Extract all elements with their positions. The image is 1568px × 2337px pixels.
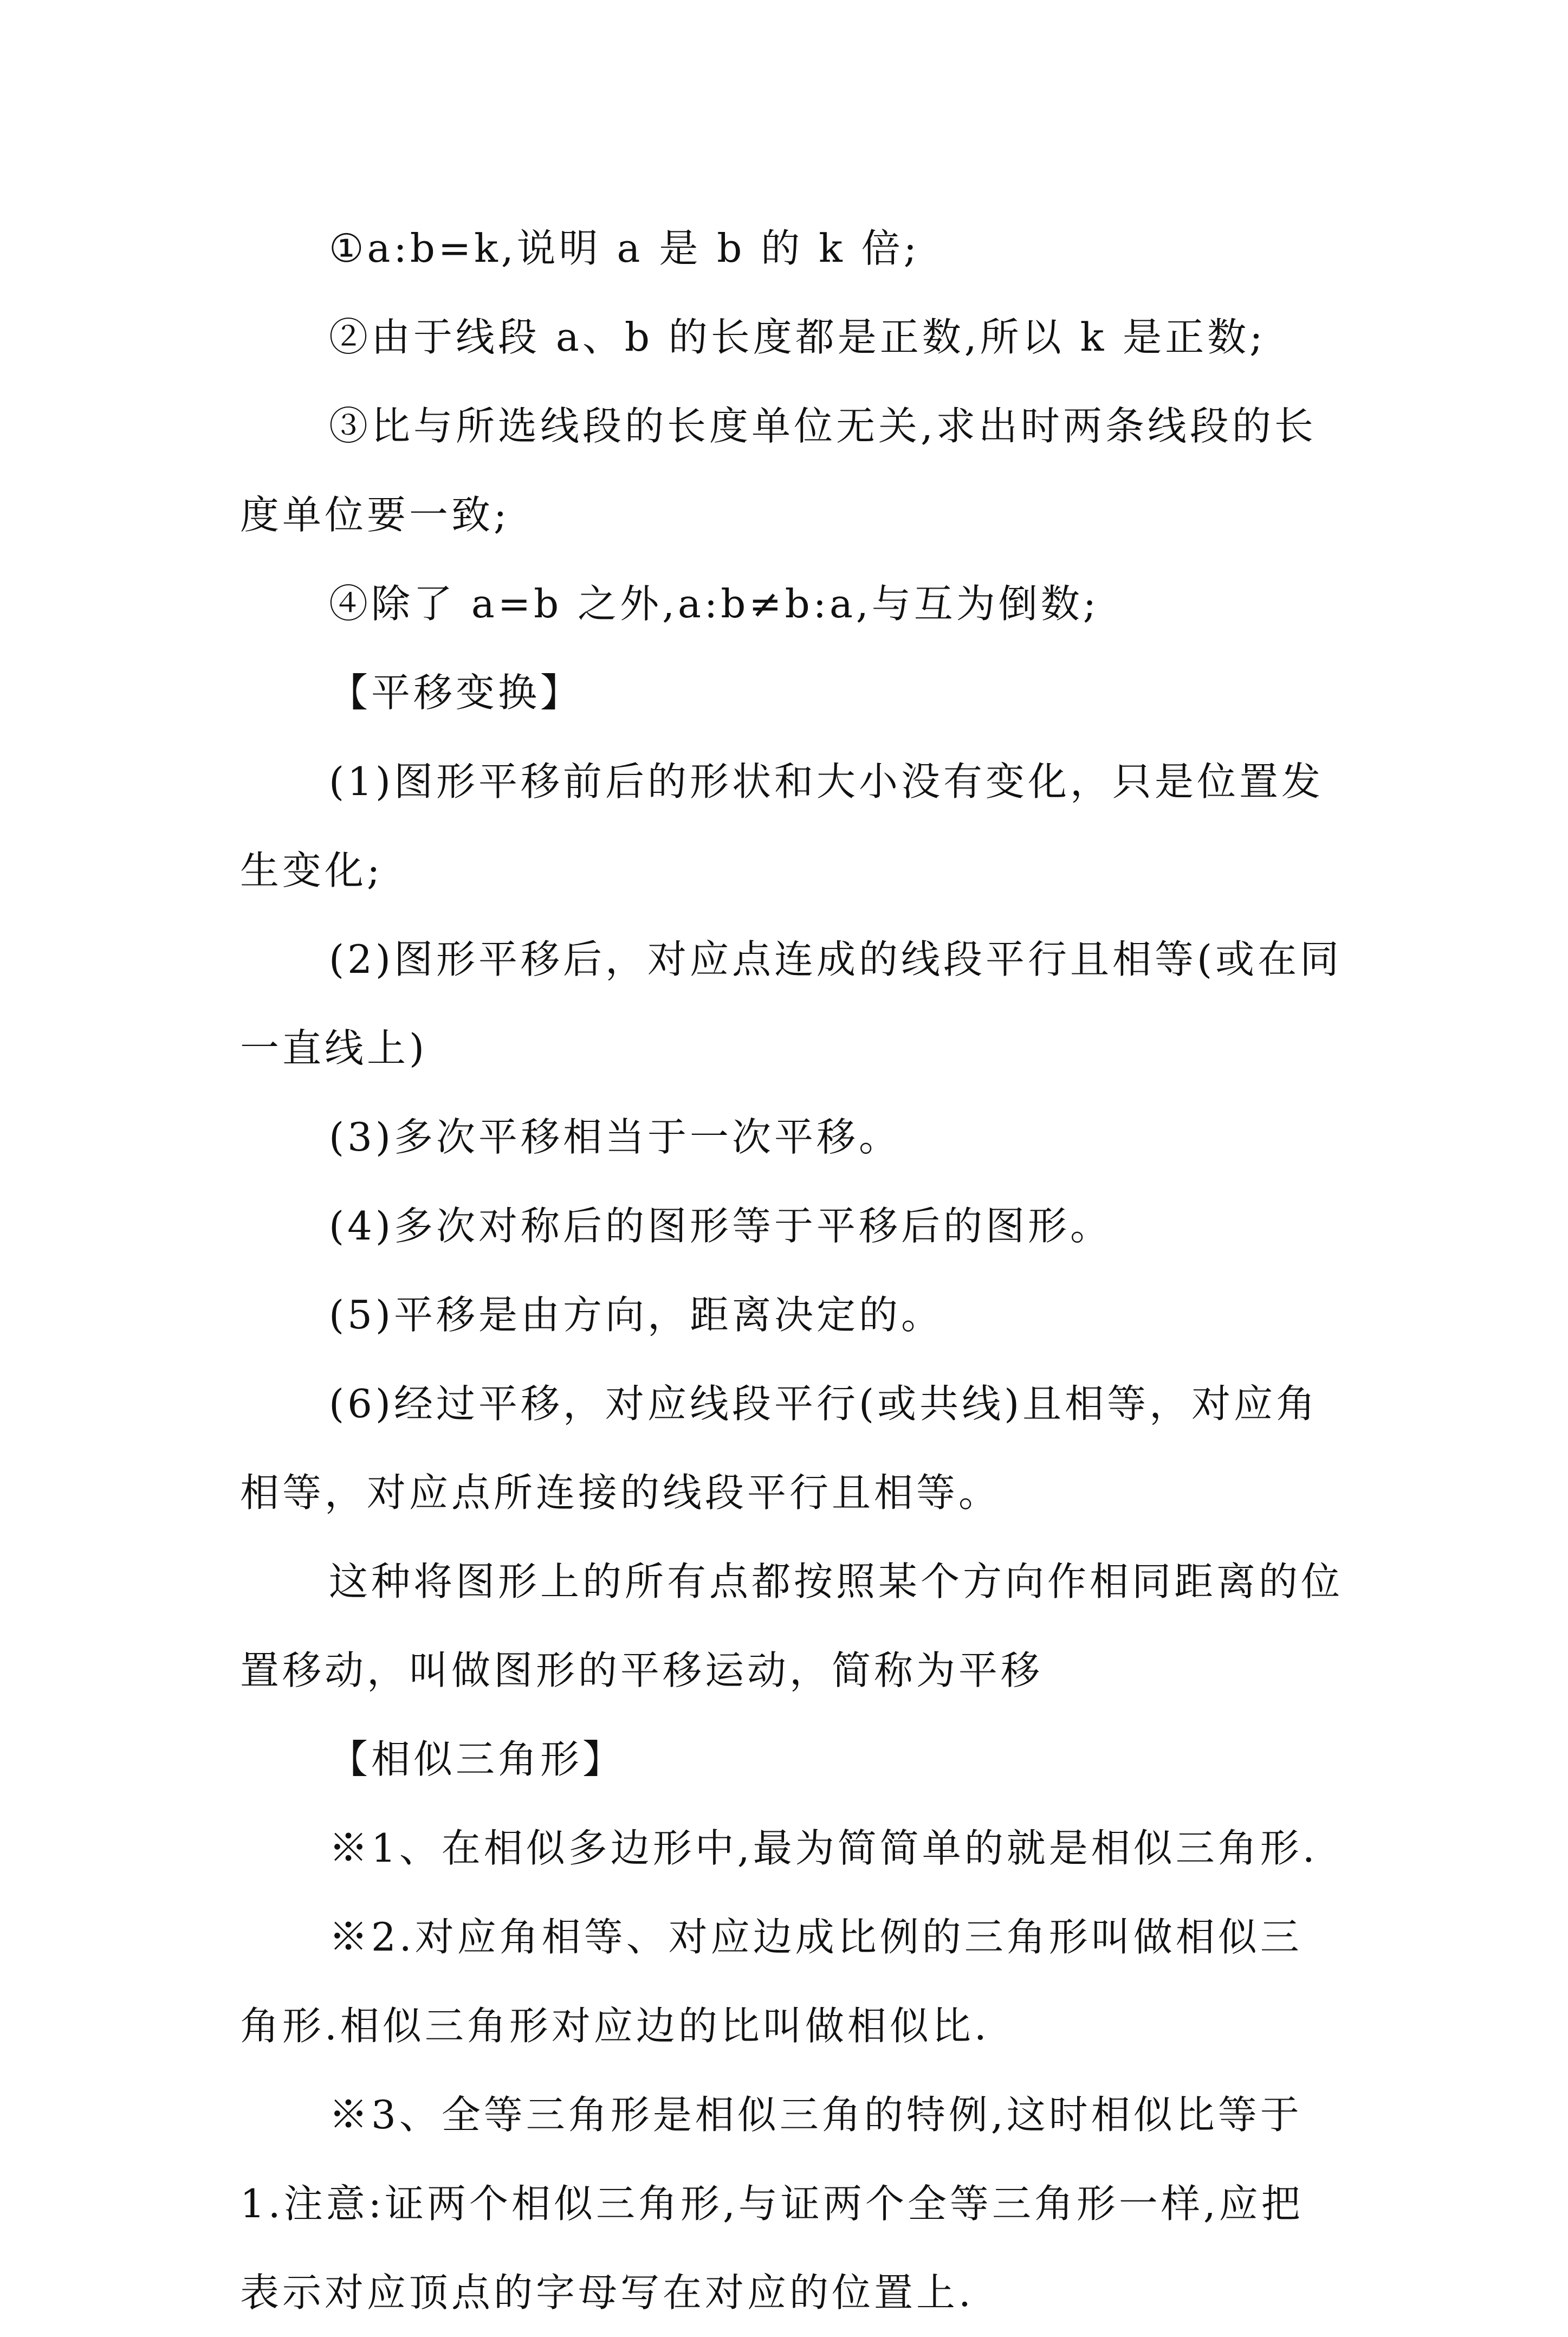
paragraph-translation-6: (6)经过平移，对应线段平行(或共线)且相等，对应角相等，对应点所连接的线段平行且相等。 [240,1381,1319,1515]
paragraph-similar-1: ※1、在相似多边形中,最为简简单的就是相似三角形. [329,1825,1318,1871]
paragraph-similar-2: ※2.对应角相等、对应边成比例的三角形叫做相似三角形.相似三角形对应边的比叫做相似比. [240,1914,1303,2049]
paragraph-translation-2: (2)图形平移后，对应点连成的线段平行且相等(或在同一直线上) [240,937,1343,1071]
paragraph-ratio-4: ④除了 a=b 之外,a:b≠b:a,与互为倒数; [329,581,1100,627]
paragraph-translation-5: (5)平移是由方向，距离决定的。 [329,1292,943,1338]
paragraph-translation-3: (3)多次平移相当于一次平移。 [329,1114,901,1160]
paragraph-ratio-3: ③比与所选线段的长度单位无关,求出时两条线段的长度单位要一致; [240,403,1317,538]
section-heading-translation: 【平移变换】 [329,670,583,715]
paragraph-translation-4: (4)多次对称后的图形等于平移后的图形。 [329,1203,1112,1249]
paragraph-ratio-2: ②由于线段 a、b 的长度都是正数,所以 k 是正数; [329,314,1266,360]
paragraph-ratio-1: ①a:b=k,说明 a 是 b 的 k 倍; [329,225,920,271]
section-heading-similar-triangles: 【相似三角形】 [329,1736,625,1782]
document-body [240,204,1343,2337]
paragraph-translation-definition: 这种将图形上的所有点都按照某个方向作相同距离的位置移动，叫做图形的平移运动，简称为平移 [240,1559,1344,1693]
paragraph-similar-3: ※3、全等三角形是相似三角的特例,这时相似比等于 1.注意:证两个相似三角形,与证两个全等三角形一样,应把表示对应顶点的字母写在对应的位置上. [240,2092,1304,2315]
paragraph-translation-1: (1)图形平移前后的形状和大小没有变化，只是位置发生变化; [240,759,1324,893]
